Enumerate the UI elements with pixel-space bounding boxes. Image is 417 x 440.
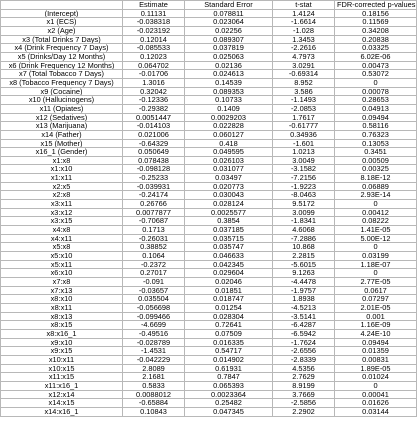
table-row <box>1 139 417 148</box>
table-row <box>1 295 417 304</box>
cell-estimate[interactable]: 0.1064 <box>123 252 185 261</box>
cell-term[interactable]: x3:x12 <box>1 208 123 217</box>
cell-estimate[interactable]: 0.0051447 <box>123 113 185 122</box>
table-row <box>1 407 417 416</box>
cell-term[interactable]: x6 (Drink Frequency 12 Months) <box>1 61 123 70</box>
cell-standard-error[interactable]: 0.07509 <box>185 329 273 338</box>
cell-standard-error[interactable]: 0.037185 <box>185 226 273 235</box>
cell-estimate[interactable]: -0.014103 <box>123 122 185 131</box>
cell-estimate[interactable]: -0.12336 <box>123 96 185 105</box>
cell-term[interactable]: x13 (Marijuana) <box>1 122 123 131</box>
table-row <box>1 312 417 321</box>
cell-t-stat[interactable]: 3.0291 <box>273 61 335 70</box>
cell-term[interactable]: x5:x8 <box>1 243 123 252</box>
table-row <box>1 70 417 79</box>
cell-p-value[interactable]: 0.00412 <box>335 208 417 217</box>
cell-t-stat[interactable]: 2.2815 <box>273 252 335 261</box>
cell-p-value[interactable]: 0.03199 <box>335 252 417 261</box>
cell-term[interactable]: x14 (Father) <box>1 130 123 139</box>
cell-t-stat[interactable]: -1.601 <box>273 139 335 148</box>
cell-term[interactable]: x1 (ECS) <box>1 18 123 27</box>
cell-p-value[interactable]: 0.01024 <box>335 373 417 382</box>
cell-standard-error[interactable]: 0.060127 <box>185 130 273 139</box>
table-row <box>1 226 417 235</box>
cell-term[interactable]: x15 (Mother) <box>1 139 123 148</box>
cell-t-stat[interactable]: -4.4478 <box>273 278 335 287</box>
cell-standard-error[interactable]: 0.016335 <box>185 338 273 347</box>
cell-estimate[interactable]: -0.25233 <box>123 174 185 183</box>
cell-standard-error[interactable]: 0.01851 <box>185 286 273 295</box>
cell-p-value[interactable]: 0.03325 <box>335 44 417 53</box>
cell-estimate[interactable]: -0.042229 <box>123 355 185 364</box>
header-row <box>1 1 417 10</box>
cell-standard-error[interactable]: 0.049595 <box>185 148 273 157</box>
cell-standard-error[interactable]: 0.03497 <box>185 174 273 183</box>
cell-estimate[interactable]: 0.064702 <box>123 61 185 70</box>
cell-estimate[interactable]: -0.26031 <box>123 234 185 243</box>
cell-p-value[interactable]: 2.77E-05 <box>335 278 417 287</box>
table-row <box>1 321 417 330</box>
cell-p-value[interactable]: 0.18156 <box>335 9 417 18</box>
cell-standard-error[interactable]: 0.02136 <box>185 61 273 70</box>
cell-p-value[interactable]: 0.0617 <box>335 286 417 295</box>
cell-p-value[interactable]: 0.20838 <box>335 35 417 44</box>
cell-term[interactable]: x8:x13 <box>1 312 123 321</box>
table-row <box>1 78 417 87</box>
cell-term[interactable]: x1:x8 <box>1 156 123 165</box>
cell-standard-error[interactable]: 0.078811 <box>185 9 273 18</box>
cell-p-value[interactable]: 0.34208 <box>335 26 417 35</box>
cell-standard-error[interactable]: 0.7847 <box>185 373 273 382</box>
cell-p-value[interactable]: 0.00831 <box>335 355 417 364</box>
cell-p-value[interactable]: 1.16E-09 <box>335 321 417 330</box>
cell-estimate[interactable]: -0.091 <box>123 278 185 287</box>
cell-term[interactable]: x1:x11 <box>1 174 123 183</box>
cell-estimate[interactable]: -0.01706 <box>123 70 185 79</box>
cell-term[interactable]: x9:x10 <box>1 338 123 347</box>
cell-term[interactable]: x8:x10 <box>1 295 123 304</box>
cell-estimate[interactable]: -0.056698 <box>123 303 185 312</box>
cell-p-value[interactable]: 0.07297 <box>335 295 417 304</box>
cell-t-stat[interactable]: -4.5213 <box>273 303 335 312</box>
table-row <box>1 87 417 96</box>
cell-standard-error[interactable]: 0.026103 <box>185 156 273 165</box>
cell-standard-error[interactable]: 0.02046 <box>185 278 273 287</box>
cell-term[interactable]: x5:x11 <box>1 260 123 269</box>
cell-estimate[interactable]: -0.70687 <box>123 217 185 226</box>
cell-t-stat[interactable]: 4.6068 <box>273 226 335 235</box>
cell-standard-error[interactable]: 0.089307 <box>185 35 273 44</box>
cell-standard-error[interactable]: 0.028124 <box>185 200 273 209</box>
table-row <box>1 347 417 356</box>
cell-p-value[interactable]: 0 <box>335 200 417 209</box>
cell-standard-error[interactable]: 0.047345 <box>185 407 273 416</box>
table-row <box>1 260 417 269</box>
table-row <box>1 96 417 105</box>
cell-term[interactable]: x8:x16_1 <box>1 329 123 338</box>
cell-p-value[interactable]: 0.001 <box>335 312 417 321</box>
cell-term[interactable]: x8:x15 <box>1 321 123 330</box>
table-row <box>1 373 417 382</box>
cell-t-stat[interactable]: 9.5172 <box>273 200 335 209</box>
cell-p-value[interactable]: 1.41E-05 <box>335 226 417 235</box>
cell-p-value[interactable]: 5.00E-12 <box>335 234 417 243</box>
cell-p-value[interactable]: 0.00473 <box>335 61 417 70</box>
table-row <box>1 165 417 174</box>
header-cell-estimate[interactable]: Estimate <box>123 1 185 10</box>
cell-t-stat[interactable]: -1.1493 <box>273 96 335 105</box>
header-cell-term[interactable] <box>1 1 123 10</box>
cell-p-value[interactable]: 0 <box>335 269 417 278</box>
table-row <box>1 329 417 338</box>
cell-t-stat[interactable]: 3.0049 <box>273 156 335 165</box>
header-cell-t-stat[interactable]: t-stat <box>273 1 335 10</box>
table-row <box>1 200 417 209</box>
cell-estimate[interactable]: 0.0077877 <box>123 208 185 217</box>
cell-estimate[interactable]: 0.021006 <box>123 130 185 139</box>
cell-t-stat[interactable]: 1.8938 <box>273 295 335 304</box>
cell-estimate[interactable]: 1.3016 <box>123 78 185 87</box>
cell-p-value[interactable]: 0.03144 <box>335 407 417 416</box>
cell-term[interactable]: x9:x15 <box>1 347 123 356</box>
table-row <box>1 355 417 364</box>
cell-t-stat[interactable]: -2.2616 <box>273 44 335 53</box>
table-row <box>1 9 417 18</box>
cell-term[interactable]: x5:x10 <box>1 252 123 261</box>
cell-estimate[interactable]: 0.26766 <box>123 200 185 209</box>
cell-standard-error[interactable]: 0.022828 <box>185 122 273 131</box>
cell-t-stat[interactable]: 4.7973 <box>273 52 335 61</box>
cell-estimate[interactable]: 0.0088012 <box>123 390 185 399</box>
cell-standard-error[interactable]: 0.14539 <box>185 78 273 87</box>
table-row <box>1 399 417 408</box>
cell-term[interactable]: (Intercept) <box>1 9 123 18</box>
cell-estimate[interactable]: 0.050649 <box>123 148 185 157</box>
cell-t-stat[interactable]: -8.0463 <box>273 191 335 200</box>
cell-t-stat[interactable]: -2.8339 <box>273 355 335 364</box>
cell-term[interactable]: x4:x8 <box>1 226 123 235</box>
cell-p-value[interactable]: 0.58116 <box>335 122 417 131</box>
cell-standard-error[interactable]: 0.014902 <box>185 355 273 364</box>
table-row <box>1 208 417 217</box>
cell-estimate[interactable]: 0.078438 <box>123 156 185 165</box>
cell-term[interactable]: x3:x15 <box>1 217 123 226</box>
cell-t-stat[interactable]: 1.3453 <box>273 35 335 44</box>
table-row <box>1 243 417 252</box>
cell-t-stat[interactable]: 3.7669 <box>273 390 335 399</box>
cell-term[interactable]: x12 (Sedatives) <box>1 113 123 122</box>
cell-p-value[interactable]: 0.01626 <box>335 399 417 408</box>
cell-t-stat[interactable]: 1.0213 <box>273 148 335 157</box>
cell-standard-error[interactable]: 0.020773 <box>185 182 273 191</box>
cell-t-stat[interactable]: 1.4124 <box>273 9 335 18</box>
cell-term[interactable]: x8:x11 <box>1 303 123 312</box>
cell-term[interactable]: x10 (Hallucinogens) <box>1 96 123 105</box>
cell-p-value[interactable]: 0.00041 <box>335 390 417 399</box>
cell-p-value[interactable]: 0.00509 <box>335 156 417 165</box>
cell-p-value[interactable]: 0.06889 <box>335 182 417 191</box>
table-row <box>1 338 417 347</box>
cell-estimate[interactable]: -0.29382 <box>123 104 185 113</box>
cell-standard-error[interactable]: 0.3854 <box>185 217 273 226</box>
cell-t-stat[interactable]: -7.2156 <box>273 174 335 183</box>
table-row <box>1 174 417 183</box>
cell-term[interactable]: x7:x8 <box>1 278 123 287</box>
cell-estimate[interactable]: -0.2372 <box>123 260 185 269</box>
cell-p-value[interactable]: 0.09494 <box>335 113 417 122</box>
cell-t-stat[interactable]: 10.868 <box>273 243 335 252</box>
cell-p-value[interactable]: 0.13053 <box>335 139 417 148</box>
cell-p-value[interactable]: 0 <box>335 78 417 87</box>
cell-standard-error[interactable]: 0.029604 <box>185 269 273 278</box>
table-row <box>1 26 417 35</box>
cell-standard-error[interactable]: 0.030043 <box>185 191 273 200</box>
cell-standard-error[interactable]: 0.089353 <box>185 87 273 96</box>
cell-estimate[interactable]: 0.1713 <box>123 226 185 235</box>
cell-standard-error[interactable]: 0.0029203 <box>185 113 273 122</box>
cell-t-stat[interactable]: -1.6614 <box>273 18 335 27</box>
table-row <box>1 182 417 191</box>
cell-t-stat[interactable]: -6.4287 <box>273 321 335 330</box>
cell-estimate[interactable]: -4.6699 <box>123 321 185 330</box>
cell-t-stat[interactable]: -0.69314 <box>273 70 335 79</box>
cell-estimate[interactable]: -0.023192 <box>123 26 185 35</box>
cell-estimate[interactable]: 0.32042 <box>123 87 185 96</box>
cell-estimate[interactable]: -0.03657 <box>123 286 185 295</box>
cell-term[interactable]: x1:x10 <box>1 165 123 174</box>
table-row <box>1 130 417 139</box>
cell-estimate[interactable]: 0.12023 <box>123 52 185 61</box>
cell-standard-error[interactable]: 0.54717 <box>185 347 273 356</box>
cell-p-value[interactable]: 1.89E-05 <box>335 364 417 373</box>
cell-standard-error[interactable]: 0.01254 <box>185 303 273 312</box>
cell-standard-error[interactable]: 0.72641 <box>185 321 273 330</box>
cell-estimate[interactable]: -0.099466 <box>123 312 185 321</box>
cell-estimate[interactable]: -0.085533 <box>123 44 185 53</box>
cell-term[interactable]: x10:x15 <box>1 364 123 373</box>
table-row <box>1 52 417 61</box>
cell-standard-error[interactable]: 0.0023364 <box>185 390 273 399</box>
table-row <box>1 303 417 312</box>
cell-term[interactable]: x4 (Drink Frequency 7 Days) <box>1 44 123 53</box>
table-row <box>1 191 417 200</box>
cell-estimate[interactable]: 0.11131 <box>123 9 185 18</box>
cell-t-stat[interactable]: 3.0099 <box>273 208 335 217</box>
cell-p-value[interactable]: 0.3451 <box>335 148 417 157</box>
cell-t-stat[interactable]: -3.5141 <box>273 312 335 321</box>
cell-p-value[interactable]: 2.01E-05 <box>335 303 417 312</box>
cell-term[interactable]: x7 (Total Tobacco 7 Days) <box>1 70 123 79</box>
cell-standard-error[interactable]: 0.018747 <box>185 295 273 304</box>
cell-term[interactable]: x12:x14 <box>1 390 123 399</box>
table-row <box>1 269 417 278</box>
table-row <box>1 234 417 243</box>
cell-term[interactable]: x11 (Opiates) <box>1 104 123 113</box>
cell-estimate[interactable]: -0.028789 <box>123 338 185 347</box>
table-row <box>1 381 417 390</box>
cell-standard-error[interactable]: 0.023064 <box>185 18 273 27</box>
cell-standard-error[interactable]: 0.037819 <box>185 44 273 53</box>
cell-estimate[interactable]: 0.035504 <box>123 295 185 304</box>
cell-t-stat[interactable]: -5.6015 <box>273 260 335 269</box>
cell-standard-error[interactable]: 0.25482 <box>185 399 273 408</box>
cell-estimate[interactable]: -0.65884 <box>123 399 185 408</box>
cell-t-stat[interactable]: 0.34936 <box>273 130 335 139</box>
cell-p-value[interactable]: 4.24E-10 <box>335 329 417 338</box>
cell-t-stat[interactable]: 9.1263 <box>273 269 335 278</box>
cell-standard-error[interactable]: 0.028304 <box>185 312 273 321</box>
cell-standard-error[interactable]: 0.61931 <box>185 364 273 373</box>
table-row <box>1 35 417 44</box>
cell-t-stat[interactable]: -3.1582 <box>273 165 335 174</box>
cell-term[interactable]: x9 (Cocaine) <box>1 87 123 96</box>
header-cell-standard-error[interactable]: Standard Error <box>185 1 273 10</box>
cell-standard-error[interactable]: 0.042345 <box>185 260 273 269</box>
cell-term[interactable]: x4:x11 <box>1 234 123 243</box>
table-row <box>1 44 417 53</box>
cell-estimate[interactable]: -0.24174 <box>123 191 185 200</box>
cell-estimate[interactable]: 2.1681 <box>123 373 185 382</box>
cell-term[interactable]: x11:x15 <box>1 373 123 382</box>
cell-standard-error[interactable]: 0.025063 <box>185 52 273 61</box>
cell-standard-error[interactable]: 0.024613 <box>185 70 273 79</box>
cell-term[interactable]: x11:x16_1 <box>1 381 123 390</box>
cell-p-value[interactable]: 0.28653 <box>335 96 417 105</box>
header-cell-p-value[interactable]: FDR-corrected p-values <box>335 1 417 10</box>
cell-p-value[interactable]: 0 <box>335 243 417 252</box>
cell-p-value[interactable]: 0.08222 <box>335 217 417 226</box>
cell-t-stat[interactable]: 2.7629 <box>273 373 335 382</box>
cell-term[interactable]: x3 (Total Drinks 7 Days) <box>1 35 123 44</box>
table-row <box>1 122 417 131</box>
cell-t-stat[interactable]: -1.028 <box>273 26 335 35</box>
table-row <box>1 61 417 70</box>
cell-standard-error[interactable]: 0.1409 <box>185 104 273 113</box>
cell-t-stat[interactable]: 1.7617 <box>273 113 335 122</box>
cell-p-value[interactable]: 0 <box>335 381 417 390</box>
table-row <box>1 113 417 122</box>
cell-p-value[interactable]: 0.53072 <box>335 70 417 79</box>
cell-term[interactable]: x16_1 (Gender) <box>1 148 123 157</box>
cell-standard-error[interactable]: 0.046633 <box>185 252 273 261</box>
cell-term[interactable]: x3:x11 <box>1 200 123 209</box>
cell-t-stat[interactable]: -1.8341 <box>273 217 335 226</box>
cell-term[interactable]: x8 (Tobacco Frequency 7 Days) <box>1 78 123 87</box>
cell-term[interactable]: x6:x10 <box>1 269 123 278</box>
table-row <box>1 156 417 165</box>
cell-estimate[interactable]: 2.8089 <box>123 364 185 373</box>
cell-estimate[interactable]: -0.039931 <box>123 182 185 191</box>
cell-estimate[interactable]: 0.5833 <box>123 381 185 390</box>
table-row <box>1 390 417 399</box>
cell-t-stat[interactable]: 8.952 <box>273 78 335 87</box>
cell-p-value[interactable]: 0.01359 <box>335 347 417 356</box>
cell-term[interactable]: x5 (Drinks/Day 12 Months) <box>1 52 123 61</box>
cell-standard-error[interactable]: 0.035715 <box>185 234 273 243</box>
cell-t-stat[interactable]: -1.9757 <box>273 286 335 295</box>
cell-standard-error[interactable]: 0.02256 <box>185 26 273 35</box>
cell-estimate[interactable]: -1.4531 <box>123 347 185 356</box>
table-row <box>1 252 417 261</box>
cell-standard-error[interactable]: 0.418 <box>185 139 273 148</box>
cell-standard-error[interactable]: 0.10733 <box>185 96 273 105</box>
cell-standard-error[interactable]: 0.035747 <box>185 243 273 252</box>
cell-standard-error[interactable]: 0.0025577 <box>185 208 273 217</box>
cell-t-stat[interactable]: -2.6556 <box>273 347 335 356</box>
table-row <box>1 364 417 373</box>
cell-estimate[interactable]: -0.038318 <box>123 18 185 27</box>
cell-t-stat[interactable]: -2.0853 <box>273 104 335 113</box>
cell-p-value[interactable]: 6.02E-06 <box>335 52 417 61</box>
cell-t-stat[interactable]: -2.5856 <box>273 399 335 408</box>
cell-estimate[interactable]: 0.27017 <box>123 269 185 278</box>
cell-t-stat[interactable]: -6.5942 <box>273 329 335 338</box>
table-row <box>1 278 417 287</box>
cell-t-stat[interactable]: -7.2886 <box>273 234 335 243</box>
cell-t-stat[interactable]: -1.9223 <box>273 182 335 191</box>
cell-t-stat[interactable]: 8.9199 <box>273 381 335 390</box>
cell-p-value[interactable]: 0.00078 <box>335 87 417 96</box>
table-row <box>1 18 417 27</box>
cell-estimate[interactable]: 0.10843 <box>123 407 185 416</box>
cell-p-value[interactable]: 0.00325 <box>335 165 417 174</box>
cell-estimate[interactable]: -0.64329 <box>123 139 185 148</box>
cell-term[interactable]: x2:x8 <box>1 191 123 200</box>
cell-p-value[interactable]: 0.76323 <box>335 130 417 139</box>
cell-term[interactable]: x10:x11 <box>1 355 123 364</box>
table-body <box>1 9 417 416</box>
cell-t-stat[interactable]: 4.5356 <box>273 364 335 373</box>
cell-p-value[interactable]: 8.18E-12 <box>335 174 417 183</box>
cell-p-value[interactable]: 0.11569 <box>335 18 417 27</box>
cell-term[interactable]: x2 (Age) <box>1 26 123 35</box>
table-row <box>1 286 417 295</box>
cell-standard-error[interactable]: 0.031077 <box>185 165 273 174</box>
cell-term[interactable]: x2:x5 <box>1 182 123 191</box>
cell-p-value[interactable]: 0.09494 <box>335 338 417 347</box>
cell-p-value[interactable]: 0.04913 <box>335 104 417 113</box>
cell-t-stat[interactable]: -1.7624 <box>273 338 335 347</box>
cell-t-stat[interactable]: 3.586 <box>273 87 335 96</box>
cell-term[interactable]: x14:x15 <box>1 399 123 408</box>
cell-term[interactable]: x14:x16_1 <box>1 407 123 416</box>
cell-estimate[interactable]: -0.49516 <box>123 329 185 338</box>
cell-estimate[interactable]: 0.12014 <box>123 35 185 44</box>
cell-standard-error[interactable]: 0.065393 <box>185 381 273 390</box>
cell-p-value[interactable]: 1.18E-07 <box>335 260 417 269</box>
table-row <box>1 148 417 157</box>
table-row <box>1 104 417 113</box>
cell-p-value[interactable]: 2.93E-14 <box>335 191 417 200</box>
cell-t-stat[interactable]: 2.2902 <box>273 407 335 416</box>
cell-t-stat[interactable]: -0.61777 <box>273 122 335 131</box>
cell-estimate[interactable]: -0.098128 <box>123 165 185 174</box>
table-row <box>1 217 417 226</box>
cell-term[interactable]: x7:x13 <box>1 286 123 295</box>
cell-estimate[interactable]: 0.38852 <box>123 243 185 252</box>
